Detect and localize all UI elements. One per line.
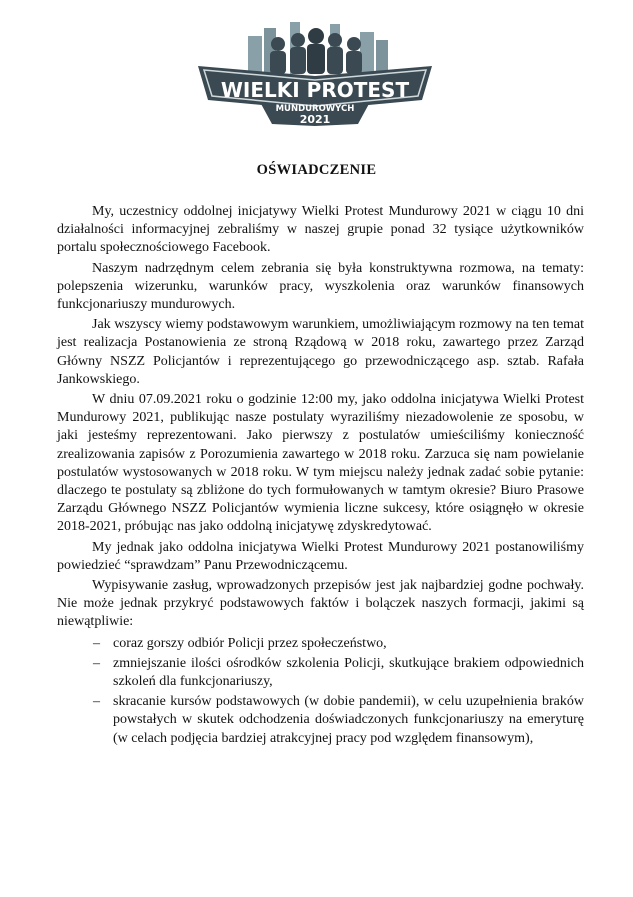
grievance-list	[57, 635, 584, 748]
paragraph: Wypisywanie zasług, wprowadzonych przepisów jest jak najbardziej godne pochwały. Nie może jednak przykryć podstawowych faktów i bolączek naszych formacji, jakimi są niewątpliwie:	[57, 578, 584, 630]
list-item	[57, 655, 584, 691]
skyline-silhouette	[248, 22, 388, 74]
paragraph: Jak wszyscy wiemy podstawowym warunkiem, umożliwiającym rozmowy na ten temat jest realizacja Postanowienia ze stroną Rządową w 2018 roku, zawartego przez Zarząd Główny NSZZ Policjantów i reprezentującego go przewodniczącego asp. sztab. Rafała Jankowskiego.	[57, 317, 584, 387]
list-item-text: coraz gorszy odbiór Policji przez społeczeństwo,	[113, 635, 387, 651]
logo-line3: 2021	[299, 113, 331, 126]
document-body	[57, 203, 584, 750]
list-item-text: zmniejszanie ilości ośrodków szkolenia Policji, skutkujące brakiem odpowiednich szkoleń dla funkcjonariuszy,	[113, 655, 584, 690]
paragraph: W dniu 07.09.2021 roku o godzinie 12:00 my, jako oddolna inicjatywa Wielki Protest Mundurowy 2021, publikując nasze postulaty wyraziliśmy niezadowolenie ze sposobu, w jaki jesteśmy reprezentowani. Jako pierwszy z postulatów umieściliśmy konieczność zrealizowania zapisów z Porozumienia zawartego w 2018 roku. Zarzuca się nam powielanie postulatów wystosowanych w 2018 roku. W tym miejscu należy jednak zadać sobie pytanie: dlaczego te postulaty są zbliżone do tych formułowanych w tamtym okresie? Biuro Prasowe Zarządu Głównego NSZZ Policjantów wymienia liczne sukcesy, które osiągnęło w okresie 2018-2021, próbując nas jako oddolną inicjatywę zdyskredytować.	[57, 392, 584, 535]
paragraph: My, uczestnicy oddolnej inicjatywy Wielki Protest Mundurowy 2021 w ciągu 10 dni działalności informacyjnej zebraliśmy w naszej grupie ponad 32 tysiące użytkowników portalu społecznościowego Facebook.	[57, 204, 584, 256]
paragraph: My jednak jako oddolna inicjatywa Wielki Protest Mundurowy 2021 postanowiliśmy powiedzieć “sprawdzam” Panu Przewodniczącemu.	[57, 539, 584, 573]
list-item	[57, 693, 584, 748]
wielki-protest-logo	[190, 14, 440, 126]
list-item-text: skracanie kursów podstawowych (w dobie pandemii), w celu uzupełnienia braków powstałych w skutek odchodzenia doświadczonych funkcjonariuszy na emeryturę (w celach podjęcia bardziej atrakcyjnej pracy pod względem finansowym),	[113, 694, 584, 746]
list-dash: –	[93, 694, 100, 710]
logo-line2: MUNDUROWYCH	[275, 104, 355, 114]
list-dash: –	[93, 655, 100, 671]
list-item	[57, 635, 584, 653]
logo-line1: WIELKI PROTEST	[220, 78, 410, 102]
paragraph: Naszym nadrzędnym celem zebrania się była konstruktywna rozmowa, na tematy: polepszenia wizerunku, warunków pracy, wyszkolenia oraz warunków finansowych funkcjonariuszy mundurowych.	[57, 260, 584, 313]
list-dash: –	[93, 635, 100, 651]
document-title: OŚWIADCZENIE	[256, 162, 377, 178]
